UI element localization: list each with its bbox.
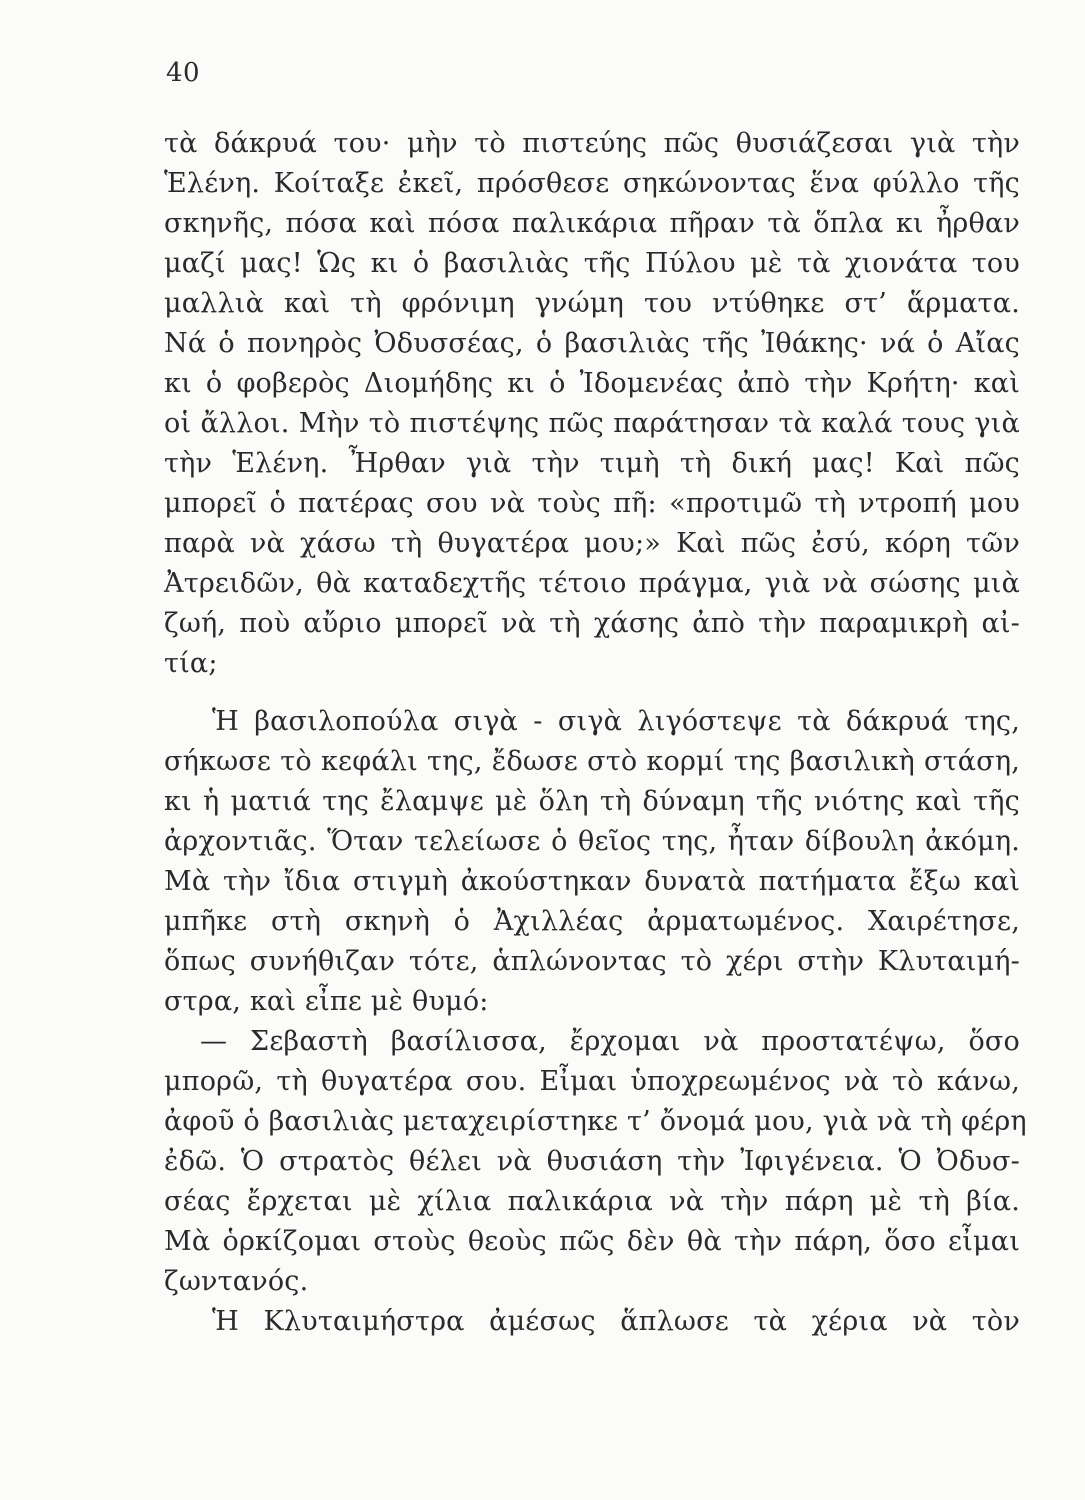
text-line: κι ἡ ματιά της ἔλαμψε μὲ ὅλη τὴ δύναμη τῆς νιότης καὶ τῆς: [164, 786, 1020, 817]
body-text: [164, 124, 1027, 1342]
text-line: μπορεῖ ὁ πατέρας σου νὰ τοὺς πῆ: «προτιμῶ τὴ ντροπή μου: [164, 488, 1020, 519]
text-line: μπορῶ, τὴ θυγατέρα σου. Εἶμαι ὑποχρεωμένος νὰ τὸ κάνω,: [164, 1066, 1020, 1097]
text-line: Ἡ βασιλοπούλα σιγὰ - σιγὰ λιγόστεψε τὰ δάκρυά της,: [212, 706, 1020, 737]
text-line: Ἀτρειδῶν, θὰ καταδεχτῆς τέτοιο πράγμα, γιὰ νὰ σώσης μιὰ: [164, 568, 1020, 599]
text-line: Μὰ τὴν ἴδια στιγμὴ ἀκούστηκαν δυνατὰ πατήματα ἔξω καὶ: [164, 866, 1020, 897]
text-line: ὅπως συνήθιζαν τότε, ἁπλώνοντας τὸ χέρι στὴν Κλυταιμή-: [164, 946, 1020, 977]
text-line: τὰ δάκρυά του· μὴν τὸ πιστεύης πῶς θυσιάζεσαι γιὰ τὴν: [164, 128, 1020, 159]
text-line: — Σεβαστὴ βασίλισσα, ἔρχομαι νὰ προστατέψω, ὅσο: [200, 1026, 1020, 1057]
text-line: ζωή, ποὺ αὔριο μπορεῖ νὰ τὴ χάσης ἀπὸ τὴν παραμικρὴ αἰ-: [164, 608, 1020, 639]
text-line: μπῆκε στὴ σκηνὴ ὁ Ἀχιλλέας ἀρματωμένος. Χαιρέτησε,: [164, 906, 1020, 937]
text-line: οἱ ἄλλοι. Μὴν τὸ πιστέψης πῶς παράτησαν τὰ καλά τους γιὰ: [164, 408, 1020, 439]
text-line: Ἡ Κλυταιμήστρα ἀμέσως ἅπλωσε τὰ χέρια νὰ τὸν: [212, 1306, 1020, 1337]
page-number: 40: [166, 58, 201, 88]
text-line: ζωντανός.: [164, 1266, 309, 1297]
text-line: ἀρχοντιᾶς. Ὅταν τελείωσε ὁ θεῖος της, ἦταν δίβουλη ἀκόμη.: [164, 826, 1020, 857]
text-line: σήκωσε τὸ κεφάλι της, ἔδωσε στὸ κορμί της βασιλικὴ στάση,: [164, 746, 1020, 777]
text-line: τὴν Ἑλένη. Ἦρθαν γιὰ τὴν τιμὴ τὴ δική μας! Καὶ πῶς: [164, 448, 1020, 479]
text-line: ἐδῶ. Ὁ στρατὸς θέλει νὰ θυσιάση τὴν Ἰφιγένεια. Ὁ Ὀδυσ-: [164, 1146, 1020, 1177]
text-line: μαζί μας! Ὡς κι ὁ βασιλιὰς τῆς Πύλου μὲ τὰ χιονάτα του: [164, 248, 1020, 279]
text-line: τία;: [164, 648, 218, 679]
text-line: στρα, καὶ εἶπε μὲ θυμό:: [164, 986, 489, 1017]
text-line: κι ὁ φοβερὸς Διομήδης κι ὁ Ἰδομενέας ἀπὸ τὴν Κρήτη· καὶ: [164, 368, 1020, 399]
text-line: ἀφοῦ ὁ βασιλιὰς μεταχειρίστηκε τ’ ὄνομά μου, γιὰ νὰ τὴ φέρη: [164, 1106, 1027, 1137]
text-line: παρὰ νὰ χάσω τὴ θυγατέρα μου;» Καὶ πῶς ἐσύ, κόρη τῶν: [164, 528, 1020, 559]
text-line: Νά ὁ πονηρὸς Ὀδυσσέας, ὁ βασιλιὰς τῆς Ἰθάκης· νά ὁ Αἴας: [164, 328, 1020, 359]
text-line: Ἑλένη. Κοίταξε ἐκεῖ, πρόσθεσε σηκώνοντας ἕνα φύλλο τῆς: [164, 168, 1020, 199]
text-line: Μὰ ὁρκίζομαι στοὺς θεοὺς πῶς δὲν θὰ τὴν πάρη, ὅσο εἶμαι: [164, 1226, 1020, 1257]
text-line: μαλλιὰ καὶ τὴ φρόνιμη γνώμη του ντύθηκε στ’ ἅρματα.: [164, 288, 1020, 319]
text-line: σκηνῆς, πόσα καὶ πόσα παλικάρια πῆραν τὰ ὅπλα κι ἦρθαν: [164, 208, 1020, 239]
text-line: σέας ἔρχεται μὲ χίλια παλικάρια νὰ τὴν πάρη μὲ τὴ βία.: [164, 1186, 1020, 1217]
